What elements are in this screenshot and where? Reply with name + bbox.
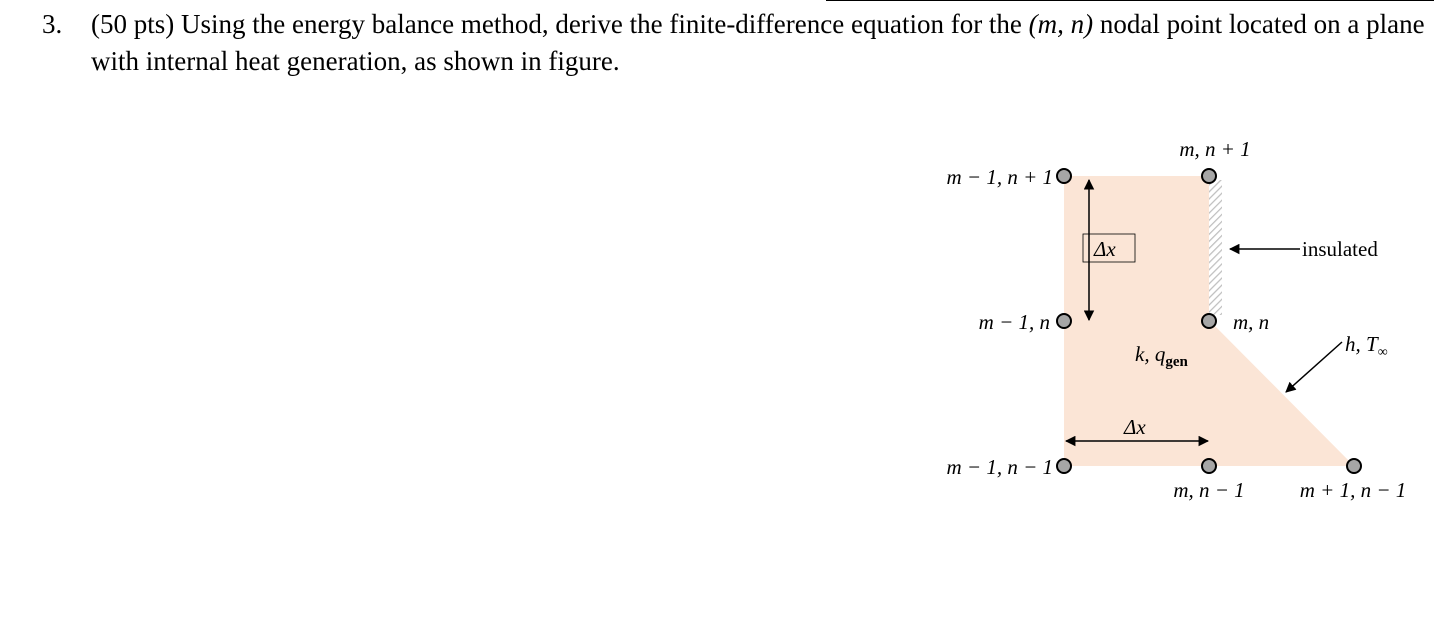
convection-arrow — [1286, 342, 1342, 392]
node-m+1-n-1 — [1347, 459, 1361, 473]
node-m-1-n — [1057, 314, 1071, 328]
properties-k-text: k, q — [1135, 342, 1166, 366]
convection-sub-text: ∞ — [1377, 345, 1388, 360]
problem-text-2: nodal point located on a plane with internal heat generation, as shown in figure. — [91, 9, 1425, 76]
node-m-1-n-1 — [1057, 459, 1071, 473]
convection-label — [1345, 332, 1388, 360]
label-node-m-n-1: m, n − 1 — [1173, 478, 1245, 502]
label-node-m-1-n+1: m − 1, n + 1 — [946, 165, 1053, 189]
label-node-m-1-n-1: m − 1, n − 1 — [946, 455, 1053, 479]
insulated-hatch — [1209, 180, 1222, 315]
properties-sub-text: gen — [1165, 354, 1188, 370]
problem-number: 3. — [42, 9, 63, 39]
label-node-m+1-n-1: m + 1, n − 1 — [1299, 478, 1407, 502]
problem-node: (m, n) — [1028, 9, 1094, 39]
label-node-m-1-n: m − 1, n — [978, 310, 1050, 334]
node-m-n — [1202, 314, 1216, 328]
dx-horizontal-label: Δx — [1124, 415, 1146, 439]
node-m-n+1 — [1202, 169, 1216, 183]
node-m-1-n+1 — [1057, 169, 1071, 183]
label-node-m-n: m, n — [1233, 310, 1270, 334]
dx-vertical-label: Δx — [1094, 237, 1116, 261]
insulated-label: insulated — [1302, 237, 1378, 261]
problem-points: (50 pts) — [91, 9, 175, 39]
node-m-n-1 — [1202, 459, 1216, 473]
convection-h-text: h, T — [1345, 332, 1378, 356]
problem-text-1: Using the energy balance method, derive the finite-difference equation for the — [181, 9, 1022, 39]
label-node-m-n+1: m, n + 1 — [1179, 137, 1251, 161]
